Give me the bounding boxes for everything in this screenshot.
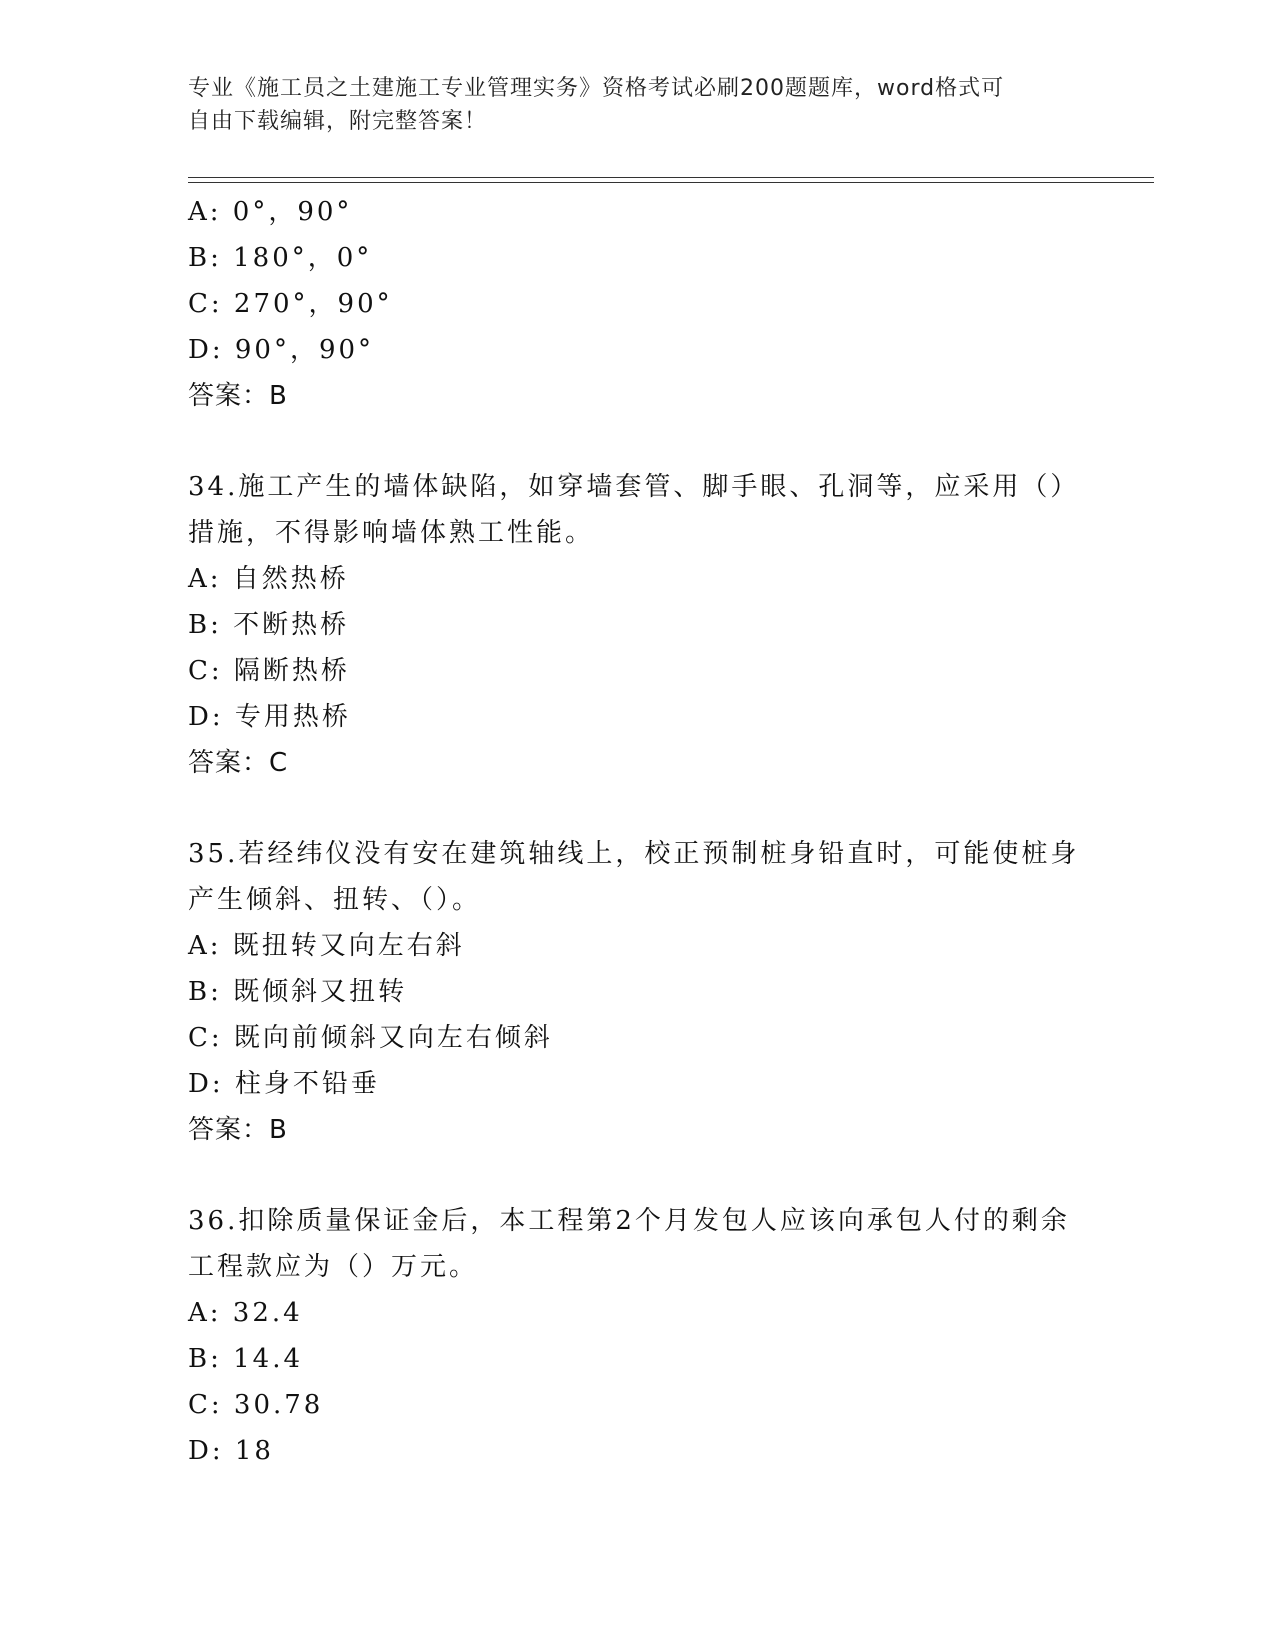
option-a: A: 既扭转又向左右斜 (188, 931, 465, 961)
option-c: C: 270°，90° (188, 289, 393, 319)
header-divider-top (188, 177, 1154, 178)
question-stem-line-2: 工程款应为（）万元。 (188, 1252, 479, 1282)
option-b: B: 14.4 (188, 1344, 304, 1374)
option-c: C: 隔断热桥 (188, 656, 350, 686)
option-d: D: 专用热桥 (188, 702, 351, 732)
document-header (188, 72, 1068, 138)
question-stem-line-1: 34.施工产生的墙体缺陷，如穿墙套管、脚手眼、孔洞等，应采用（） (188, 472, 1080, 502)
question-list (188, 189, 1088, 1474)
option-d: D: 18 (188, 1436, 274, 1466)
answer: 答案：C (188, 748, 289, 778)
option-a: A: 0°，90° (188, 197, 353, 227)
answer: 答案：B (188, 1115, 288, 1145)
option-a: A: 32.4 (188, 1298, 303, 1328)
answer: 答案：B (188, 381, 288, 411)
option-d: D: 柱身不铅垂 (188, 1069, 380, 1099)
question-stem-line-2: 产生倾斜、扭转、（）。 (188, 885, 482, 915)
option-b: B: 既倾斜又扭转 (188, 977, 408, 1007)
spacer (188, 1153, 1088, 1198)
question-stem-line-2: 措施，不得影响墙体熟工性能。 (188, 518, 595, 548)
option-c: C: 既向前倾斜又向左右倾斜 (188, 1023, 553, 1053)
question-35 (188, 831, 1088, 1153)
question-36 (188, 1198, 1088, 1474)
option-c: C: 30.78 (188, 1390, 324, 1420)
spacer (188, 419, 1088, 464)
question-33 (188, 189, 1088, 419)
header-line-2: 自由下载编辑，附完整答案！ (188, 109, 488, 134)
question-stem-line-1: 36.扣除质量保证金后，本工程第2个月发包人应该向承包人付的剩余 (188, 1206, 1070, 1236)
question-stem-line-1: 35.若经纬仪没有安在建筑轴线上，校正预制桩身铅直时，可能使桩身 (188, 839, 1080, 869)
option-a: A: 自然热桥 (188, 564, 349, 594)
question-34 (188, 464, 1088, 786)
spacer (188, 786, 1088, 831)
option-b: B: 180°，0° (188, 243, 373, 273)
option-d: D: 90°，90° (188, 335, 375, 365)
header-line-1: 专业《施工员之土建施工专业管理实务》资格考试必刷200题题库，word格式可 (188, 76, 1005, 101)
option-b: B: 不断热桥 (188, 610, 350, 640)
header-divider-bottom (188, 182, 1154, 183)
